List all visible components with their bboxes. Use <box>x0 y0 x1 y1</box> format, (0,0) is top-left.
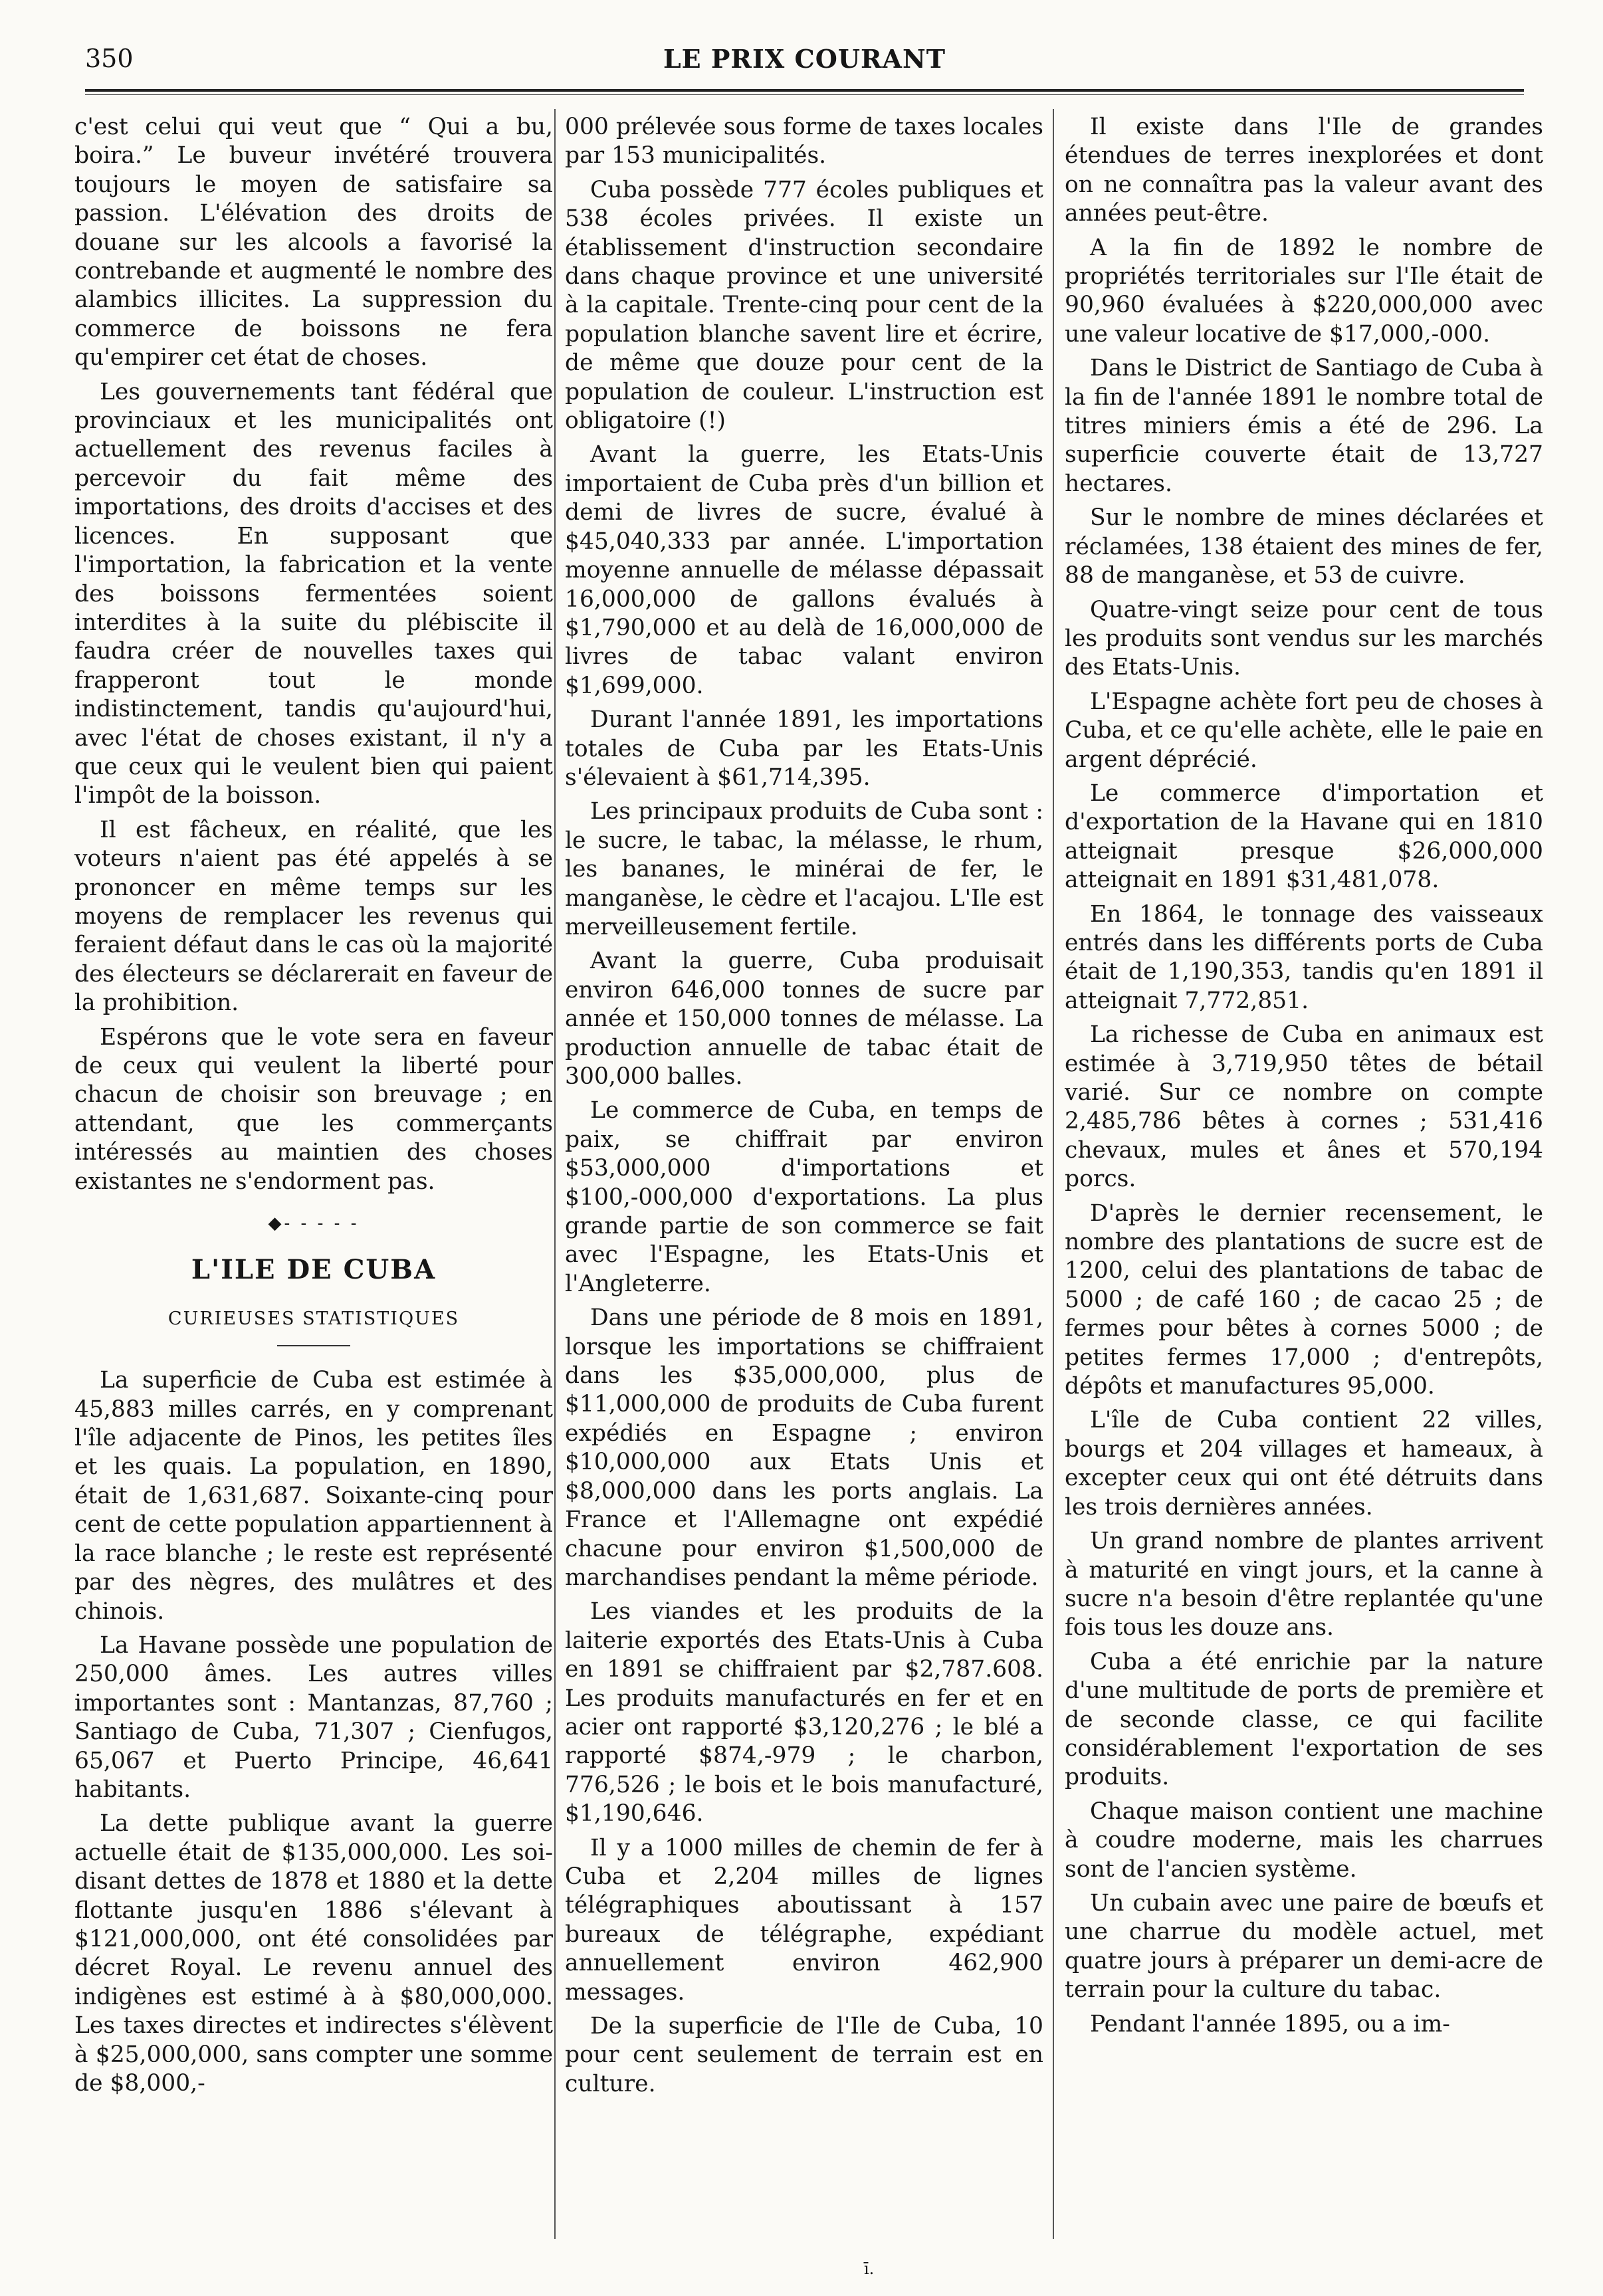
paragraph: Un cubain avec une paire de bœufs et une charrue du modèle actuel, met quatre jours à préparer un demi-acre de terrain pour la culture du tabac. <box>1065 1889 1543 2004</box>
paragraph: La superficie de Cuba est estimée à 45,883 milles carrés, en y comprenant l'île adjacente de Pinos, les petites îles et les quais. La population, en 1890, était de 1,631,687. Soixante-cinq pour cent de cette population appartiennent à la race blanche ; le reste est représenté par des nègres, des mulâtres et des chinois. <box>74 1367 553 1625</box>
page-header <box>85 41 1524 82</box>
paragraph: Durant l'année 1891, les importations totales de Cuba par les Etats-Unis s'élevaient à $61,714,395. <box>565 706 1043 791</box>
paragraph: Dans une période de 8 mois en 1891, lorsque les importations se chiffraient dans les $35,000,000, plus de $11,000,000 de produits de Cuba furent expédiés en Espagne ; environ $10,000,000 aux Etats Unis et $8,000,000 dans les ports anglais. La France et l'Allemagne ont expédié chacune pour environ $1,500,000 de marchandises pendant la même période. <box>565 1305 1043 1591</box>
paragraph: Le commerce de Cuba, en temps de paix, se chiffrait par environ $53,000,000 d'importations et $100,-000,000 d'exportations. La plus grande partie de son commerce se fait avec l'Espagne, les Etats-Unis et l'Angleterre. <box>565 1097 1043 1297</box>
footer-mark: ī. <box>864 2259 875 2278</box>
paragraph: Cuba possède 777 écoles publiques et 538 écoles privées. Il existe un établissement d'instruction secondaire dans chaque province et une université à la capitale. Trente-cinq pour cent de la population blanche savent lire et écrire, de même que douze pour cent de la population de couleur. L'instruction est obligatoire (!) <box>565 176 1043 435</box>
column-divider <box>554 109 556 2239</box>
paragraph: Cuba a été enrichie par la nature d'une multitude de ports de première et de seconde classe, ce qui facilite considérablement l'exportation de ses produits. <box>1065 1648 1543 1791</box>
running-title: LE PRIX COURANT <box>663 44 946 74</box>
text-column-1 <box>74 113 553 2103</box>
paragraph: Il existe dans l'Ile de grandes étendues de terres inexplorées et dont on ne connaîtra pas la valeur avant des années peut-être. <box>1065 114 1543 227</box>
paragraph: L'île de Cuba contient 22 villes, bourgs et 204 villages et hameaux, à excepter ceux qui ont été détruits dans les trois dernières années. <box>1065 1407 1543 1520</box>
paragraph: D'après le dernier recensement, le nombre des plantations de sucre est de 1200, celui des plantations de tabac de 5000 ; de café 160 ; de cacao 25 ; de fermes pour bêtes à cornes 5000 ; de petites fermes 17,000 ; d'entrepôts, dépôts et manufactures 95,000. <box>1065 1200 1543 1400</box>
paragraph: Espérons que le vote sera en faveur de ceux qui veulent la liberté pour chacun de choisir son breuvage ; en attendant, que les commerçants intéressés au maintien des choses existantes ne s'endorment pas. <box>74 1023 553 1195</box>
paragraph: Les gouvernements tant fédéral que provinciaux et les municipalités ont actuellement des revenus faciles à percevoir du fait même des importations, des droits d'accises et des licences. En supposant que l'importation, la fabrication et la vente des boissons fermentées soient interdites à la suite du plébiscite il faudra créer de nouvelles taxes qui frapperont tout le monde indistinctement, tandis qu'aujourd'hui, avec l'état de choses existant, il n'y a que ceux qui le veulent bien qui paient l'impôt de la boisson. <box>74 378 553 809</box>
page-number: 350 <box>85 44 134 73</box>
paragraph: La dette publique avant la guerre actuelle était de $135,000,000. Les soi-disant dettes de 1878 et 1880 et la dette flottante jusqu'en 1886 s'élevant à $121,000,000, ont été consolidées par décret Royal. Le revenu annuel des indigènes est estimé à à $80,000,000. Les taxes directes et indirectes s'élèvent à $25,000,000, sans compter une somme de $8,000,- <box>74 1810 553 2097</box>
paragraph: Chaque maison contient une machine à coudre moderne, mais les charrues sont de l'ancien système. <box>1065 1798 1543 1883</box>
article-subtitle: CURIEUSES STATISTIQUES <box>167 1308 460 1329</box>
paragraph: Pendant l'année 1895, ou a im- <box>1090 2010 1450 2037</box>
paragraph: c'est celui qui veut que “ Qui a bu, boira.” Le buveur invétéré trouvera toujours le moyen de satisfaire sa passion. L'élévation des droits de douane sur les alcools a favorisé la contrebande et augmenté le nombre des alambics illicites. La suppression du commerce de boissons ne fera qu'empirer cet état de choses. <box>74 114 553 371</box>
paragraph: En 1864, le tonnage des vaisseaux entrés dans les différents ports de Cuba était de 1,190,353, tandis qu'en 1891 il atteignait 7,772,851. <box>1065 900 1543 1014</box>
column-divider <box>1053 109 1054 2239</box>
paragraph: Un grand nombre de plantes arrivent à maturité en vingt jours, et la canne à sucre n'a besoin d'être replantée qu'une fois tous les douze ans. <box>1065 1528 1543 1641</box>
paragraph: De la superficie de l'Ile de Cuba, 10 pour cent seulement de terrain est en culture. <box>565 2013 1043 2097</box>
paragraph: La richesse de Cuba en animaux est estimée à 3,719,950 têtes de bétail varié. Sur ce nombre on compte 2,485,786 bêtes à cornes ; 531,416 chevaux, mules et ânes et 570,194 porcs. <box>1065 1021 1543 1193</box>
text-column-2 <box>565 113 1043 2104</box>
title-rule <box>277 1345 350 1346</box>
paragraph: L'Espagne achète fort peu de choses à Cuba, et ce qu'elle achète, elle le paie en argent déprécié. <box>1065 688 1543 773</box>
paragraph: Sur le nombre de mines déclarées et réclamées, 138 étaient des mines de fer, 88 de manganèse, et 53 de cuivre. <box>1065 504 1543 589</box>
paragraph: Il est fâcheux, en réalité, que les voteurs n'aient pas été appelés à se prononcer en même temps sur les moyens de remplacer les revenus qui feraient défaut dans le cas où la majorité des électeurs se déclarerait en faveur de la prohibition. <box>74 816 553 1017</box>
header-rule <box>85 89 1524 92</box>
paragraph: Dans le District de Santiago de Cuba à la fin de l'année 1891 le nombre total de titres miniers émis a été de 296. La superficie couverte était de 13,727 hectares. <box>1065 355 1543 497</box>
paragraph: Les viandes et les produits de la laiterie exportés des Etats-Unis à Cuba en 1891 se chiffraient par $2,787.608. Les produits manufacturés en fer et en acier ont rapporté $3,120,276 ; le blé a rapporté $874,-979 ; le charbon, 776,526 ; le bois et le bois manufacturé, $1,190,646. <box>565 1598 1043 1827</box>
paragraph: Le commerce d'importation et d'exportation de la Havane qui en 1810 atteignait presque $26,000,000 atteignait en 1891 $31,481,078. <box>1065 780 1543 894</box>
paragraph: Les principaux produits de Cuba sont : le sucre, le tabac, la mélasse, le rhum, les bananes, le minérai de fer, le manganèse, le cèdre et l'acajou. L'Ile est merveilleusement fertile. <box>565 798 1043 940</box>
section-ornament: ◆- - - - - <box>268 1213 360 1234</box>
text-column-3 <box>1065 113 1543 2044</box>
paragraph: 000 prélevée sous forme de taxes locales par 153 municipalités. <box>565 114 1043 169</box>
paragraph: Avant la guerre, les Etats-Unis importaient de Cuba près d'un billion et demi de livres de sucre, évalué à $45,040,333 par année. L'importation moyenne annuelle de mélasse dépassait 16,000,000 de gallons évalués à $1,790,000 et au delà de 16,000,000 de livres de tabac valant environ $1,699,000. <box>565 441 1043 699</box>
paragraph: Il y a 1000 milles de chemin de fer à Cuba et 2,204 milles de lignes télégraphiques aboutissant à 157 bureaux de télégraphe, expédiant annuellement environ 462,900 messages. <box>565 1834 1043 2006</box>
article-title: L'ILE DE CUBA <box>191 1254 437 1286</box>
paragraph: La Havane possède une population de 250,000 âmes. Les autres villes importantes sont : Mantanzas, 87,760 ; Santiago de Cuba, 71,307 ; Cienfugos, 65,067 et Puerto Principe, 46,641 habitants. <box>74 1631 553 1803</box>
paragraph: Quatre-vingt seize pour cent de tous les produits sont vendus sur les marchés des Etats-Unis. <box>1065 596 1543 681</box>
paragraph: A la fin de 1892 le nombre de propriétés territoriales sur l'Ile était de 90,960 évaluées à $220,000,000 avec une valeur locative de $17,000,-000. <box>1065 234 1543 348</box>
paragraph: Avant la guerre, Cuba produisait environ 646,000 tonnes de sucre par année et 150,000 tonnes de mélasse. La production annuelle de tabac était de 300,000 balles. <box>565 948 1043 1090</box>
header-rule-thin <box>85 94 1524 95</box>
